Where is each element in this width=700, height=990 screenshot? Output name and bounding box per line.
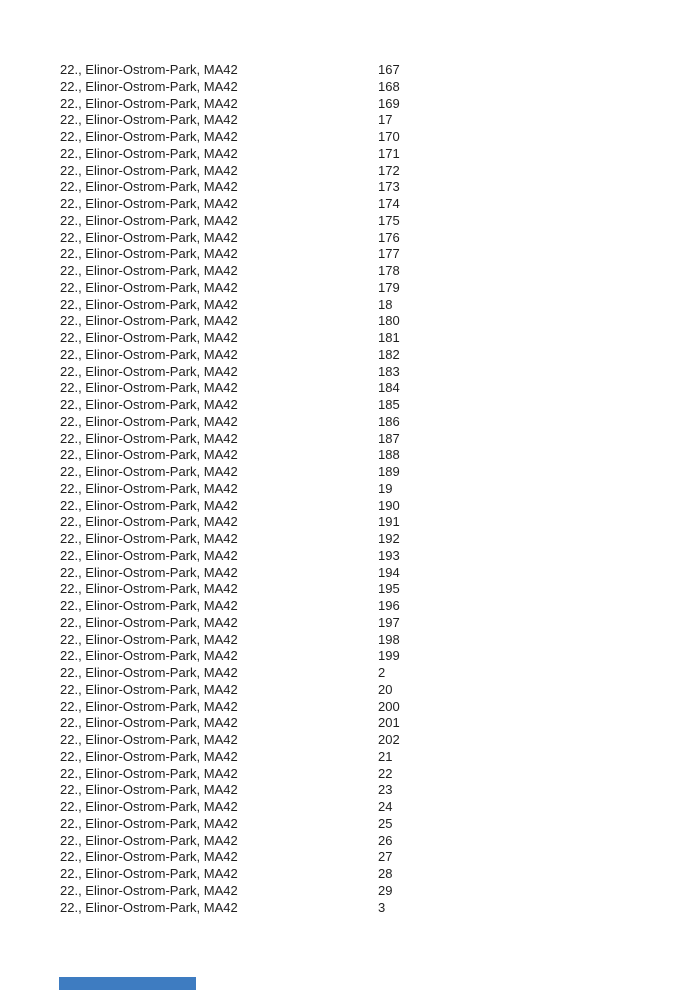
address-text: 22., Elinor-Ostrom-Park, MA42 (60, 78, 238, 94)
address-text: 22., Elinor-Ostrom-Park, MA42 (60, 313, 238, 329)
address-text: 22., Elinor-Ostrom-Park, MA42 (60, 547, 238, 563)
house-number: 179 (378, 279, 400, 295)
address-text: 22., Elinor-Ostrom-Park, MA42 (60, 464, 238, 479)
address-text: 22., Elinor-Ostrom-Park, MA42 (60, 765, 238, 781)
house-number: 174 (378, 196, 400, 211)
list-item (60, 414, 640, 431)
address-text: 22., Elinor-Ostrom-Park, MA42 (60, 882, 238, 898)
address-text: 22., Elinor-Ostrom-Park, MA42 (60, 748, 238, 764)
list-item (60, 598, 640, 615)
house-number: 201 (378, 715, 400, 731)
address-text: 22., Elinor-Ostrom-Park, MA42 (60, 179, 238, 195)
list-item (60, 213, 640, 230)
list-item (60, 715, 640, 732)
list-item (60, 799, 640, 816)
address-text: 22., Elinor-Ostrom-Park, MA42 (60, 631, 238, 647)
house-number: 172 (378, 162, 400, 178)
house-number: 173 (378, 179, 400, 195)
house-number: 193 (378, 547, 400, 563)
address-text: 22., Elinor-Ostrom-Park, MA42 (60, 849, 238, 865)
house-number: 195 (378, 581, 400, 597)
address-text: 22., Elinor-Ostrom-Park, MA42 (60, 397, 238, 412)
address-text: 22., Elinor-Ostrom-Park, MA42 (60, 782, 238, 798)
list-item (60, 615, 640, 632)
house-number: 167 (378, 62, 400, 77)
list-item (60, 900, 640, 917)
address-text: 22., Elinor-Ostrom-Park, MA42 (60, 145, 238, 161)
address-text: 22., Elinor-Ostrom-Park, MA42 (60, 263, 238, 278)
list-item (60, 397, 640, 414)
house-number: 170 (378, 129, 400, 144)
list-item (60, 112, 640, 129)
address-text: 22., Elinor-Ostrom-Park, MA42 (60, 112, 238, 128)
address-text: 22., Elinor-Ostrom-Park, MA42 (60, 212, 238, 228)
house-number: 196 (378, 598, 400, 613)
list-item (60, 514, 640, 531)
house-number: 194 (378, 564, 400, 580)
list-item (60, 280, 640, 297)
list-item (60, 699, 640, 716)
house-number: 18 (378, 296, 393, 312)
footer-accent-bar (59, 977, 196, 990)
list-item (60, 866, 640, 883)
address-text: 22., Elinor-Ostrom-Park, MA42 (60, 447, 238, 463)
house-number: 27 (378, 849, 393, 865)
list-item (60, 883, 640, 900)
address-text: 22., Elinor-Ostrom-Park, MA42 (60, 430, 238, 446)
house-number: 26 (378, 832, 393, 848)
house-number: 23 (378, 782, 393, 798)
house-number: 197 (378, 614, 400, 630)
address-text: 22., Elinor-Ostrom-Park, MA42 (60, 196, 238, 211)
list-item (60, 648, 640, 665)
address-text: 22., Elinor-Ostrom-Park, MA42 (60, 480, 238, 496)
address-text: 22., Elinor-Ostrom-Park, MA42 (60, 732, 238, 747)
list-item (60, 347, 640, 364)
list-item (60, 766, 640, 783)
list-item (60, 96, 640, 113)
list-item (60, 297, 640, 314)
list-item (60, 849, 640, 866)
address-text: 22., Elinor-Ostrom-Park, MA42 (60, 815, 238, 831)
list-item (60, 481, 640, 498)
list-item (60, 313, 640, 330)
house-number: 21 (378, 748, 393, 764)
house-number: 191 (378, 514, 400, 530)
address-text: 22., Elinor-Ostrom-Park, MA42 (60, 832, 238, 848)
house-number: 190 (378, 497, 400, 513)
address-text: 22., Elinor-Ostrom-Park, MA42 (60, 229, 238, 245)
address-text: 22., Elinor-Ostrom-Park, MA42 (60, 648, 238, 664)
house-number: 186 (378, 413, 400, 429)
house-number: 181 (378, 330, 400, 345)
house-number: 188 (378, 447, 400, 463)
list-item (60, 581, 640, 598)
list-item (60, 632, 640, 649)
list-item (60, 531, 640, 548)
list-item (60, 548, 640, 565)
address-text: 22., Elinor-Ostrom-Park, MA42 (60, 681, 238, 697)
house-number: 168 (378, 78, 400, 94)
list-item (60, 79, 640, 96)
address-list (60, 62, 640, 916)
list-item (60, 263, 640, 280)
house-number: 2 (378, 665, 386, 680)
address-text: 22., Elinor-Ostrom-Park, MA42 (60, 899, 238, 915)
address-text: 22., Elinor-Ostrom-Park, MA42 (60, 497, 238, 513)
address-text: 22., Elinor-Ostrom-Park, MA42 (60, 296, 238, 312)
list-item (60, 163, 640, 180)
address-text: 22., Elinor-Ostrom-Park, MA42 (60, 162, 238, 178)
list-item (60, 782, 640, 799)
address-text: 22., Elinor-Ostrom-Park, MA42 (60, 799, 238, 814)
house-number: 183 (378, 363, 400, 379)
address-text: 22., Elinor-Ostrom-Park, MA42 (60, 715, 238, 731)
address-text: 22., Elinor-Ostrom-Park, MA42 (60, 564, 238, 580)
house-number: 178 (378, 263, 400, 278)
list-item (60, 380, 640, 397)
list-item (60, 431, 640, 448)
house-number: 171 (378, 145, 400, 161)
house-number: 3 (378, 899, 386, 915)
address-text: 22., Elinor-Ostrom-Park, MA42 (60, 514, 238, 530)
house-number: 199 (378, 648, 400, 664)
house-number: 182 (378, 346, 400, 362)
list-item (60, 749, 640, 766)
house-number: 187 (378, 430, 400, 446)
house-number: 192 (378, 531, 400, 546)
address-text: 22., Elinor-Ostrom-Park, MA42 (60, 129, 238, 144)
list-item (60, 464, 640, 481)
list-item (60, 330, 640, 347)
list-item (60, 498, 640, 515)
list-item (60, 230, 640, 247)
list-item (60, 816, 640, 833)
house-number: 24 (378, 799, 393, 814)
house-number: 200 (378, 698, 400, 714)
house-number: 175 (378, 212, 400, 228)
house-number: 180 (378, 313, 400, 329)
house-number: 184 (378, 380, 400, 396)
address-text: 22., Elinor-Ostrom-Park, MA42 (60, 665, 238, 680)
list-item (60, 732, 640, 749)
house-number: 198 (378, 631, 400, 647)
address-text: 22., Elinor-Ostrom-Park, MA42 (60, 246, 238, 262)
list-item (60, 364, 640, 381)
address-text: 22., Elinor-Ostrom-Park, MA42 (60, 614, 238, 630)
address-text: 22., Elinor-Ostrom-Park, MA42 (60, 363, 238, 379)
address-text: 22., Elinor-Ostrom-Park, MA42 (60, 866, 238, 881)
house-number: 29 (378, 882, 393, 898)
list-item (60, 179, 640, 196)
address-text: 22., Elinor-Ostrom-Park, MA42 (60, 531, 238, 546)
list-item (60, 146, 640, 163)
list-item (60, 246, 640, 263)
house-number: 185 (378, 397, 400, 412)
address-text: 22., Elinor-Ostrom-Park, MA42 (60, 95, 238, 111)
address-text: 22., Elinor-Ostrom-Park, MA42 (60, 598, 238, 613)
house-number: 169 (378, 95, 400, 111)
list-item (60, 682, 640, 699)
list-item (60, 665, 640, 682)
list-item (60, 129, 640, 146)
house-number: 177 (378, 246, 400, 262)
house-number: 176 (378, 229, 400, 245)
address-text: 22., Elinor-Ostrom-Park, MA42 (60, 581, 238, 597)
address-text: 22., Elinor-Ostrom-Park, MA42 (60, 413, 238, 429)
house-number: 19 (378, 480, 393, 496)
house-number: 189 (378, 464, 400, 479)
list-item (60, 196, 640, 213)
address-text: 22., Elinor-Ostrom-Park, MA42 (60, 62, 238, 77)
list-item (60, 565, 640, 582)
house-number: 22 (378, 765, 393, 781)
address-text: 22., Elinor-Ostrom-Park, MA42 (60, 698, 238, 714)
house-number: 202 (378, 732, 400, 747)
house-number: 20 (378, 681, 393, 697)
house-number: 25 (378, 815, 393, 831)
house-number: 17 (378, 112, 393, 128)
address-text: 22., Elinor-Ostrom-Park, MA42 (60, 346, 238, 362)
address-text: 22., Elinor-Ostrom-Park, MA42 (60, 330, 238, 345)
list-item (60, 62, 640, 79)
list-item (60, 833, 640, 850)
house-number: 28 (378, 866, 393, 881)
list-item (60, 447, 640, 464)
address-text: 22., Elinor-Ostrom-Park, MA42 (60, 380, 238, 396)
address-text: 22., Elinor-Ostrom-Park, MA42 (60, 279, 238, 295)
